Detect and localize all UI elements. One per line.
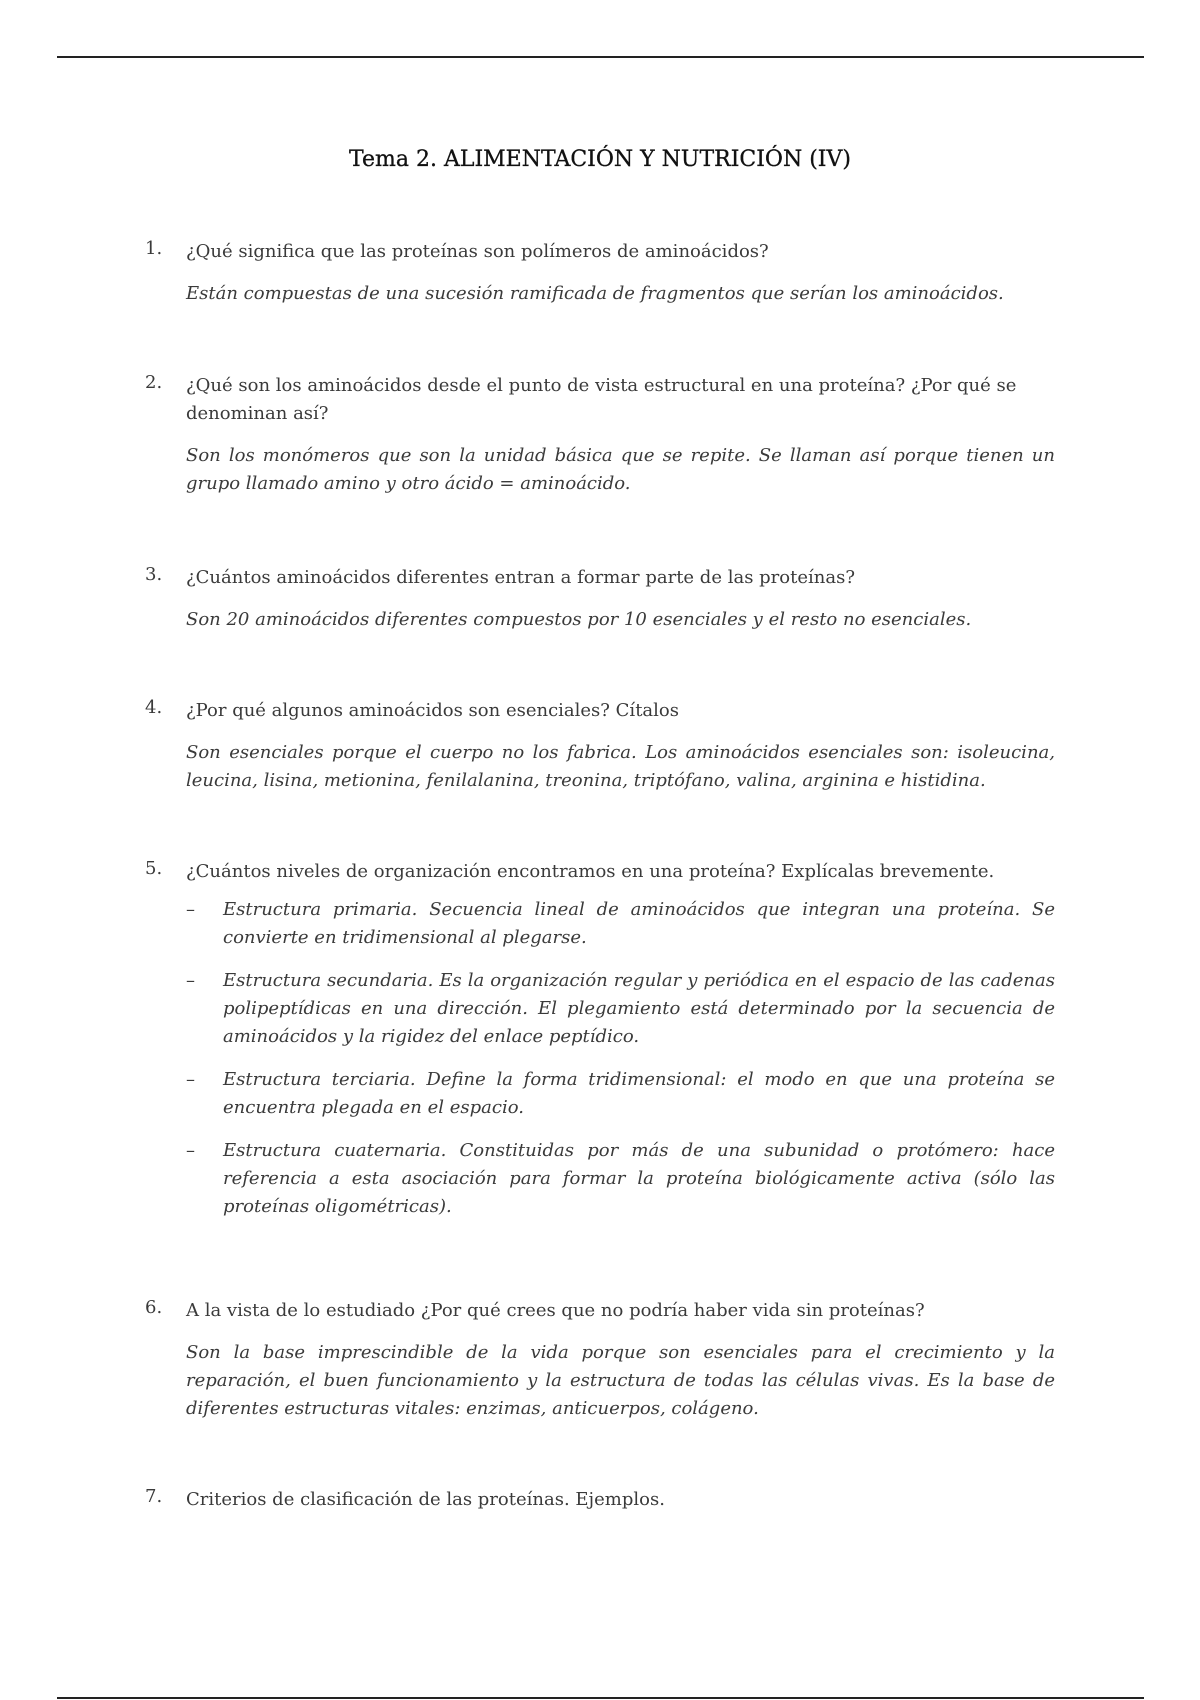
question-1	[145, 238, 1055, 308]
dash-bullet: –	[186, 1069, 195, 1090]
question-7	[145, 1486, 1055, 1514]
answer-text: Son los monómeros que son la unidad básica que se repite. Se llaman así porque tienen un grupo llamado amino y otro ácido = aminoácido.	[186, 445, 1055, 494]
question-number: 7.	[145, 1486, 163, 1507]
question-text: Criterios de clasificación de las proteínas. Ejemplos.	[186, 1489, 665, 1510]
answer-text: Son esenciales porque el cuerpo no los fabrica. Los aminoácidos esenciales son: isoleucina, leucina, lisina, metionina, fenilalanina, treonina, triptófano, valina, arginina e histidina.	[186, 742, 1055, 791]
dash-bullet: –	[186, 1140, 195, 1161]
question-6	[145, 1297, 1055, 1423]
question-4	[145, 697, 1055, 795]
bottom-rule	[57, 1697, 1144, 1699]
question-number: 5.	[145, 858, 163, 879]
answer-text: Están compuestas de una sucesión ramificada de fragmentos que serían los aminoácidos.	[186, 283, 1004, 304]
dash-bullet: –	[186, 899, 195, 920]
dash-bullet: –	[186, 970, 195, 991]
list-item-text: Estructura primaria. Secuencia lineal de aminoácidos que integran una proteína. Se convierte en tridimensional al plegarse.	[223, 899, 1055, 948]
list-item	[186, 967, 1055, 1051]
answer-text: Son la base imprescindible de la vida porque son esenciales para el crecimiento y la reparación, el buen funcionamiento y la estructura de todas las células vivas. Es la base de diferentes estructuras vitales: enzimas, anticuerpos, colágeno.	[186, 1342, 1055, 1419]
list-item-text: Estructura cuaternaria. Constituidas por más de una subunidad o protómero: hace referencia a esta asociación para formar la proteína biológicamente activa (sólo las proteínas oligométricas).	[223, 1140, 1055, 1217]
page-title: Tema 2. ALIMENTACIÓN Y NUTRICIÓN (IV)	[349, 147, 851, 172]
top-rule	[57, 56, 1144, 58]
question-5	[145, 858, 1055, 1236]
question-number: 3.	[145, 564, 163, 585]
list-item	[186, 1137, 1055, 1221]
question-text: ¿Qué significa que las proteínas son polímeros de aminoácidos?	[186, 241, 769, 262]
question-text: ¿Por qué algunos aminoácidos son esenciales? Cítalos	[186, 700, 679, 721]
question-number: 1.	[145, 238, 163, 259]
list-item-text: Estructura secundaria. Es la organización regular y periódica en el espacio de las cadenas polipeptídicas en una dirección. El plegamiento está determinado por la secuencia de aminoácidos y la rigidez del enlace peptídico.	[223, 970, 1055, 1047]
answer-text: Son 20 aminoácidos diferentes compuestos por 10 esenciales y el resto no esenciales.	[186, 609, 972, 630]
question-number: 4.	[145, 697, 163, 718]
structure-list	[186, 896, 1055, 1221]
question-text: A la vista de lo estudiado ¿Por qué crees que no podría haber vida sin proteínas?	[186, 1300, 925, 1321]
question-text: ¿Qué son los aminoácidos desde el punto de vista estructural en una proteína? ¿Por qué se denominan así?	[186, 375, 1017, 424]
list-item	[186, 1066, 1055, 1122]
question-number: 2.	[145, 372, 163, 393]
question-number: 6.	[145, 1297, 163, 1318]
question-2	[145, 372, 1055, 498]
list-item	[186, 896, 1055, 952]
question-3	[145, 564, 1055, 634]
question-text: ¿Cuántos aminoácidos diferentes entran a formar parte de las proteínas?	[186, 567, 855, 588]
question-text: ¿Cuántos niveles de organización encontramos en una proteína? Explícalas brevemente.	[186, 861, 995, 882]
list-item-text: Estructura terciaria. Define la forma tridimensional: el modo en que una proteína se encuentra plegada en el espacio.	[223, 1069, 1055, 1118]
